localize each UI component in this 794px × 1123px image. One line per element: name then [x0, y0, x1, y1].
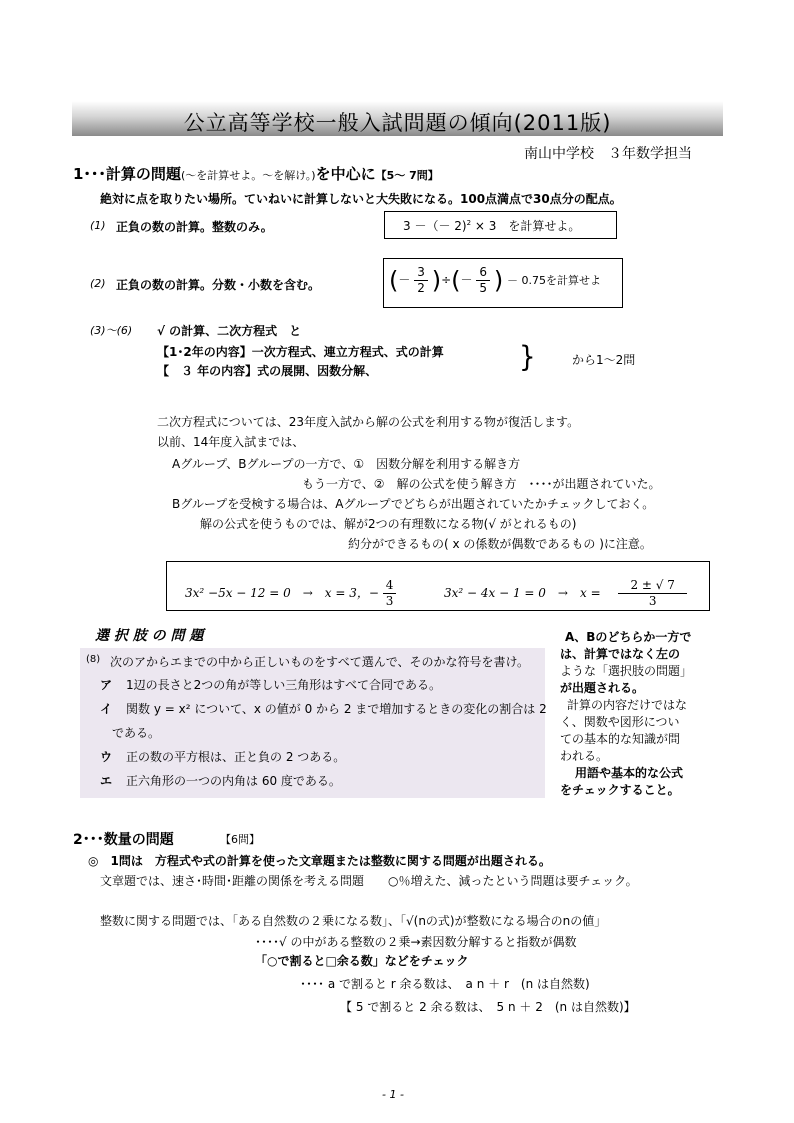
choice-i-text-2: である。	[112, 726, 161, 740]
choice-i-mark: イ	[100, 702, 113, 716]
note-line-6: 解の公式を使うものでは、解が2つの有理数になる物(√ がとれるもの)	[200, 517, 577, 531]
side-note-10: をチェックすること。	[560, 783, 680, 797]
item2-tail: － 0.75を計算せよ	[507, 274, 602, 287]
side-note-2: は、計算ではなく左の	[560, 647, 681, 661]
section1-heading-small: (～を計算せよ。～を解け。)	[180, 169, 316, 182]
section2-line-7: 【 5 で割ると 2 余る数は、 5 n ＋ 2 (n は自然数)】	[340, 1000, 636, 1014]
item2-text: 正負の数の計算。分数・小数を含む。	[116, 278, 321, 292]
item2-f2-num: 6	[476, 265, 490, 281]
note-line-2: 以前、14年度入試までは、	[157, 435, 305, 449]
choice-a-text: 1辺の長さと2つの角が等しい三角形はすべて合同である。	[126, 678, 442, 692]
choice-e-mark: エ	[100, 774, 113, 788]
item1-expression	[403, 217, 580, 234]
item1-text: 正負の数の計算。整数のみ。	[116, 220, 273, 234]
choice-u-text: 正の数の平方根は、正と負の 2 つある。	[126, 750, 346, 764]
section2-line-1: ◎ 1問は 方程式や式の計算を使った文章題または整数に関する問題が出題される。	[88, 854, 551, 868]
item3-line2: 【1･2年の内容】一次方程式、連立方程式、式の計算	[157, 345, 444, 359]
note-line-1: 二次方程式については、23年度入試から解の公式を利用する物が復活します。	[157, 415, 580, 429]
note-line-7: 約分ができるもの( x の係数が偶数であるもの )に注意。	[348, 537, 652, 551]
side-note-4: が出題される。	[560, 681, 645, 695]
brace-icon: }	[519, 340, 536, 374]
note-line-5: Bグループを受検する場合は、Aグループでどちらが出題されていたかチェックしておく。	[172, 497, 655, 511]
equation-1	[185, 578, 396, 609]
choice-i-text: 関数 y = x² について、x の値が 0 から 2 まで増加するときの変化の割合は 2	[126, 702, 547, 716]
section1-heading-tail: を中心に	[315, 165, 376, 183]
choice-a-mark: ア	[100, 678, 113, 692]
author-line: 南山中学校 ３年数学担当	[524, 146, 692, 162]
equation-2-den: 3	[648, 594, 657, 608]
item1-exponent: 2	[466, 219, 472, 227]
item2-minus-2: －	[460, 273, 473, 287]
side-note-1: A、Bのどちらか一方で	[565, 630, 692, 644]
equation-1-den: 3	[385, 594, 394, 608]
item2-fraction-1	[414, 265, 428, 296]
side-note-3: ような「選択肢の問題」	[560, 664, 693, 678]
section2-line-5: 「○で割ると□余る数」などをチェック	[255, 954, 469, 968]
item1-label: (1)	[90, 219, 106, 232]
side-note-6: く、関数や図形につい	[560, 715, 680, 729]
section2-line-3: 整数に関する問題では、「ある自然数の２乗になる数」、「√(nの式)が整数になる場合のnの値」	[100, 914, 607, 928]
note-line-3: Aグループ、Bグループの一方で、① 因数分解を利用する解き方	[172, 457, 521, 471]
equation-2-text: 3x² − 4x − 1 = 0 → x =	[444, 586, 601, 600]
item1-expression-tail: × 3 を計算せよ。	[474, 219, 581, 233]
item2-divide: ÷	[441, 273, 452, 287]
side-note-7: ての基本的な知識が問	[560, 732, 681, 746]
equation-2	[444, 578, 687, 609]
item1-expression-main: 3 －（－ 2)	[403, 219, 467, 233]
section2-heading: 2･･･数量の問題	[73, 832, 174, 848]
item2-fraction-2	[476, 265, 490, 296]
section2-count: 【6問】	[220, 833, 260, 846]
title-bar	[72, 101, 723, 136]
item2-minus-1: －	[398, 273, 411, 287]
choice-question-text: 次のアからエまでの中から正しいものをすべて選んで、そのかな符号を書け。	[110, 655, 530, 669]
item2-f2-den: 5	[479, 281, 487, 295]
choice-heading: 選 択 肢 の 問 題	[95, 628, 204, 644]
section1-intro: 絶対に点を取りたい場所。ていねいに計算しないと大失敗になる。100点満点で30点分の配点。	[100, 192, 622, 206]
item2-f1-num: 3	[414, 265, 428, 281]
item3-side-note: から1～2問	[572, 353, 636, 367]
equation-1-fraction	[383, 578, 397, 609]
equation-2-fraction	[618, 578, 686, 609]
side-note-9: 用語や基本的な公式	[575, 766, 684, 780]
choice-u-mark: ウ	[100, 750, 113, 764]
item2-f1-den: 2	[417, 281, 425, 295]
choice-e-text: 正六角形の一つの内角は 60 度である。	[126, 774, 341, 788]
section1-heading-main: 1･･･計算の問題	[73, 165, 181, 183]
side-note-5: 計算の内容だけではな	[567, 698, 688, 712]
item3-label: (3)～(6)	[90, 324, 133, 337]
section1-count: 【5～ 7問】	[375, 169, 439, 182]
equation-1-num: 4	[383, 578, 397, 594]
item2-expression: (－ $\frac{3}{2}$ )÷(－ $\frac{6}{5}$ ) － 0.75を計算せよ	[389, 265, 602, 295]
equation-box	[166, 561, 710, 611]
section1-heading	[73, 163, 439, 184]
item2-label: (2)	[90, 277, 106, 290]
section2-line-2: 文章題では、速さ･時間･距離の関係を考える問題 ○％増えた、減ったという問題は要チェック。	[100, 874, 638, 888]
choice-question-label: (8)	[86, 654, 101, 665]
choice-example-panel	[80, 648, 545, 798]
side-note-8: われる。	[560, 749, 609, 763]
equation-2-num: 2 ± √ 7	[618, 578, 686, 594]
section2-line-4: ････√ の中がある整数の２乗→素因数分解すると指数が偶数	[255, 935, 577, 949]
item3-line3: 【 ３ 年の内容】式の展開、因数分解、	[157, 364, 378, 378]
note-line-4: もう一方で、② 解の公式を使う解き方 ････が出題されていた。	[302, 477, 661, 491]
equation-1-text: 3x² −5x − 12 = 0 → x = 3，−	[185, 586, 379, 600]
page-number: - 1 -	[382, 1088, 404, 1101]
item2-problem-box	[383, 258, 623, 308]
page-title: 公立高等学校一般入試問題の傾向(2011版)	[183, 111, 612, 135]
item1-problem-box	[384, 211, 617, 239]
item3-text: √ の計算、二次方程式 と	[157, 324, 302, 338]
section2-line-6: ････ a で割ると r 余る数は、 a n ＋ r (n は自然数)	[300, 977, 590, 991]
